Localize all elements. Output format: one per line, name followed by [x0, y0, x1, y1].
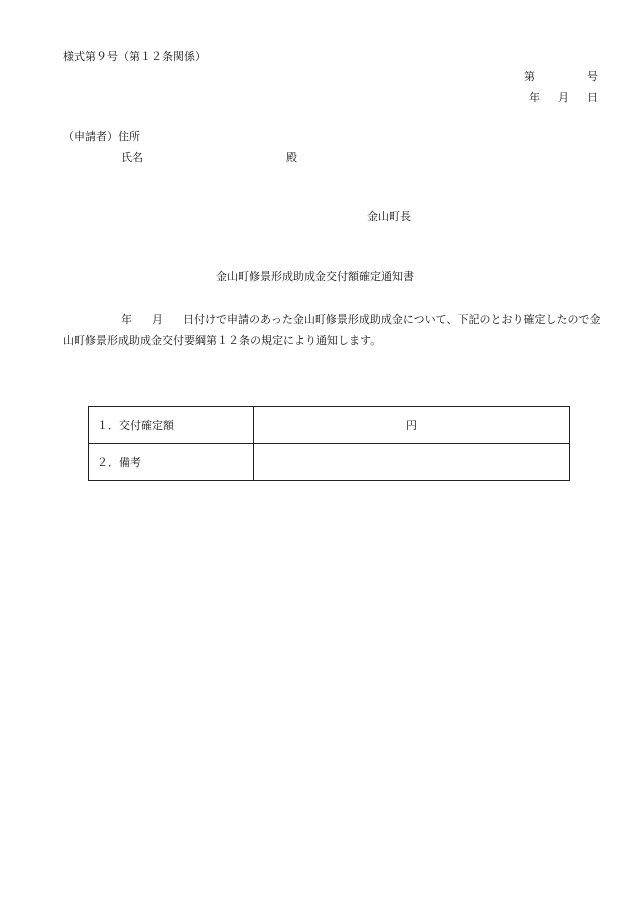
- confirmed-amount-value: 円: [254, 407, 570, 444]
- form-number: 様式第９号（第１２条関係）: [63, 50, 206, 63]
- document-number-line: [524, 70, 598, 84]
- table-row: [89, 444, 570, 481]
- table-row: [89, 407, 570, 444]
- confirmed-amount-label: １．交付確定額: [89, 407, 254, 444]
- document-number-suffix: 号: [587, 70, 598, 83]
- applicant-name-label: 氏名: [121, 151, 143, 164]
- date-day: 日: [587, 91, 598, 104]
- body-main-text: 日付けで申請のあった金山町修景形成助成金について、下記のとおり確定したので金山町修景形成助成金交付要綱第１２条の規定により通知します。: [63, 313, 601, 347]
- body-month: 月: [152, 313, 163, 326]
- document-title: 金山町修景形成助成金交付額確定通知書: [216, 270, 414, 283]
- remarks-label: ２．備考: [89, 444, 254, 481]
- applicant-address-label: （申請者）住所: [63, 130, 140, 143]
- issuer: 金山町長: [367, 210, 411, 223]
- remarks-value: [254, 444, 570, 481]
- details-table: [88, 406, 570, 481]
- honorific: 殿: [286, 151, 297, 164]
- body-text: [63, 309, 603, 351]
- date-line: [529, 91, 598, 105]
- date-month: 月: [558, 91, 569, 104]
- document-number-prefix: 第: [524, 70, 535, 83]
- body-year: 年: [121, 313, 132, 326]
- date-year: 年: [529, 91, 540, 104]
